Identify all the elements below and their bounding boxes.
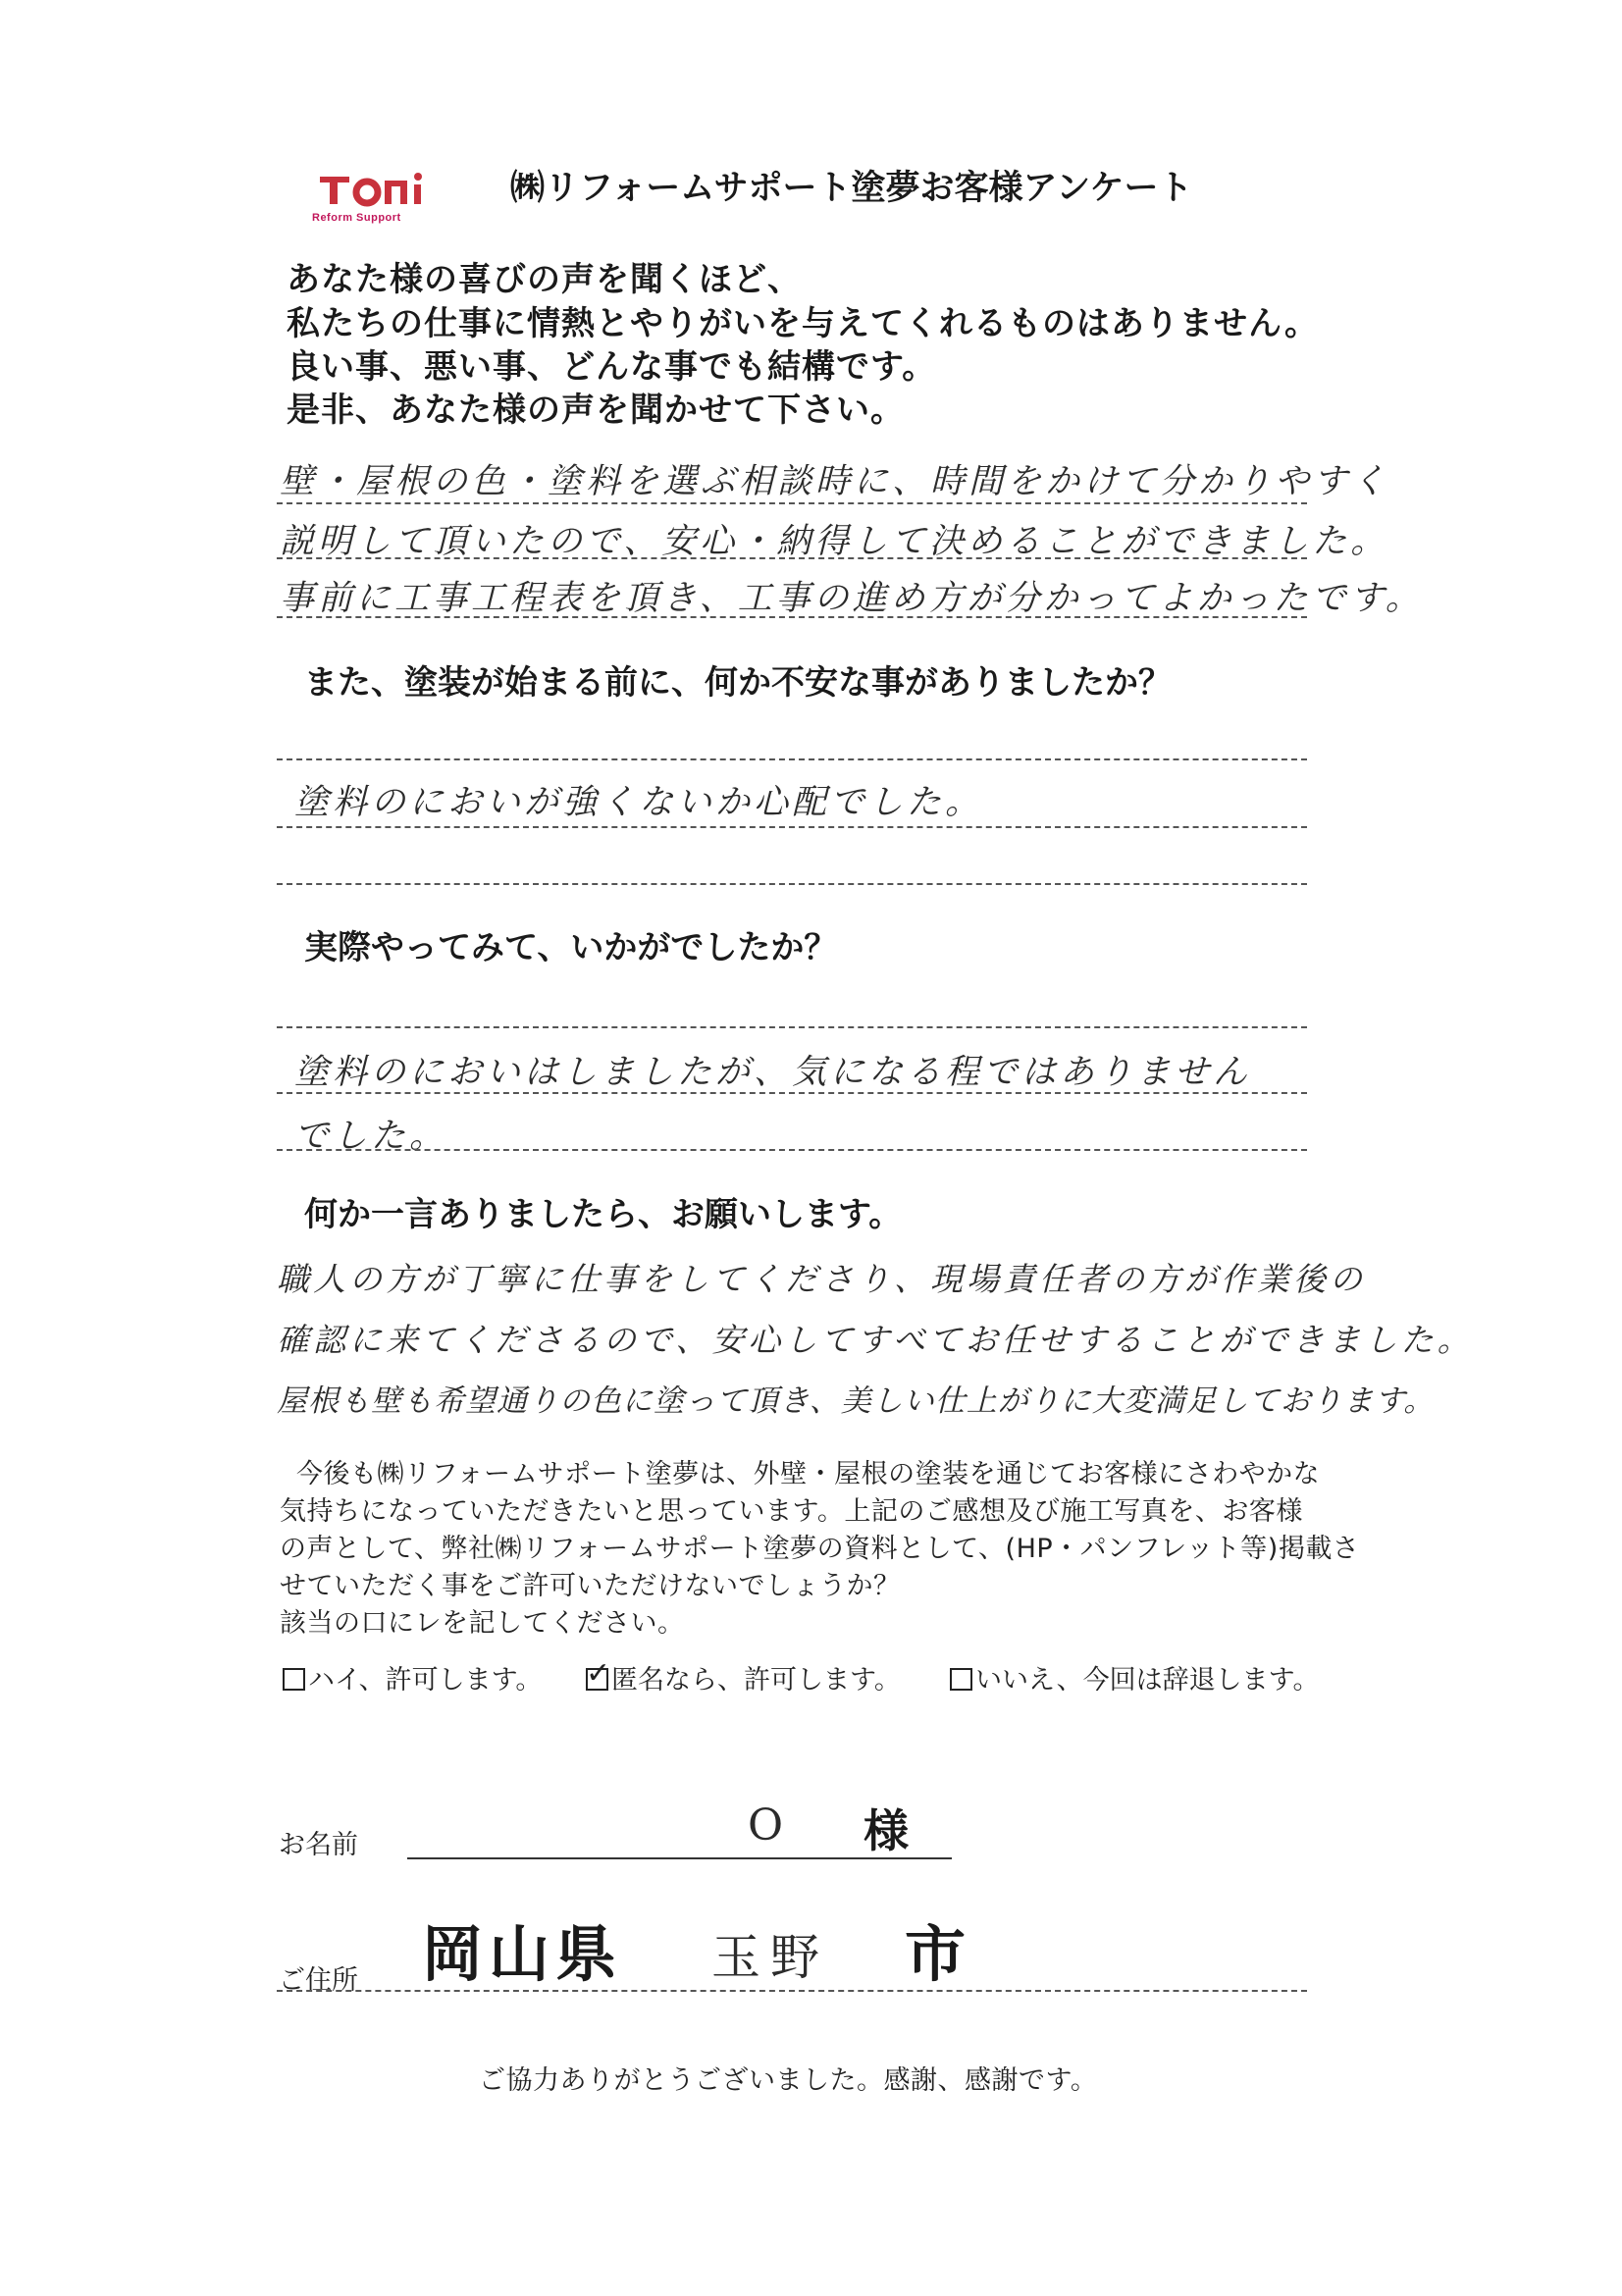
option-anonymous-checkbox[interactable]	[586, 1656, 611, 1691]
name-underline	[407, 1857, 952, 1859]
answer4-line-3: 屋根も壁も希望通りの色に塗って頂き、美しい仕上がりに大変満足しております。	[277, 1383, 1436, 1419]
intro-line-2: 私たちの仕事に情熱とやりがいを与えてくれるものはありません。	[287, 304, 1320, 343]
answer2-line-1: 塗料のにおいが強くないか心配でした。	[294, 783, 984, 822]
question-3: 実際やってみて、いかがでしたか？	[304, 928, 838, 967]
option-yes[interactable]	[283, 1658, 542, 1696]
name-suffix: 様	[863, 1804, 909, 1857]
intro-line-4: 是非、あなた様の声を聞かせて下さい。	[287, 391, 905, 430]
answer4-line-1: 職人の方が丁寧に仕事をしてくださり、現場責任者の方が作業後の	[277, 1260, 1366, 1298]
permission-line-2: 気持ちになっていただきたいと思っています。上記のご感想及び施工写真を、お客様	[280, 1496, 1303, 1527]
answer1-line-1: 壁・屋根の色・塗料を選ぶ相談時に、時間をかけて分かりやすく	[280, 462, 1390, 501]
logo-text: Reform Support	[312, 212, 401, 224]
survey-title: ㈱リフォームサポート塗夢お客様アンケート	[510, 169, 1193, 208]
answer-line	[277, 616, 1307, 618]
permission-line-5: 該当の口にレを記してください。	[280, 1608, 685, 1639]
answer3-line-1: 塗料のにおいはしましたが、気になる程ではありません	[294, 1053, 1252, 1092]
address-city-suffix: 市	[905, 1918, 972, 1990]
check-mark-icon: ✓	[586, 1656, 611, 1691]
answer4-line-2: 確認に来てくださるので、安心してすべてお任せすることができました。	[277, 1321, 1474, 1359]
answer-line	[277, 502, 1307, 504]
option-anonymous-label: 匿名なら、許可します。	[611, 1665, 901, 1696]
name-label: お名前	[279, 1830, 358, 1860]
option-yes-label: ハイ、許可します。	[308, 1665, 543, 1696]
address-city-value[interactable]: 玉野	[711, 1929, 829, 1986]
answer3-line-2: でした。	[294, 1117, 448, 1156]
question-4: 何か一言ありましたら、お願いします。	[304, 1195, 903, 1234]
answer-line	[277, 758, 1307, 760]
answer-line	[277, 1026, 1307, 1028]
answer-line	[277, 826, 1307, 828]
address-prefecture: 岡山県	[422, 1918, 623, 1990]
option-no[interactable]	[950, 1658, 1319, 1696]
answer-line	[277, 1149, 1307, 1151]
permission-line-1: 今後も㈱リフォームサポート塗夢は、外壁・屋根の塗装を通じてお客様にさわやかな	[296, 1459, 1321, 1489]
address-label: ご住所	[279, 1965, 358, 1996]
name-value[interactable]: O	[748, 1800, 788, 1851]
option-no-checkbox[interactable]	[950, 1668, 972, 1691]
question-2: また、塗装が始まる前に、何か不安な事がありましたか？	[304, 663, 1172, 703]
answer-line	[277, 1092, 1307, 1094]
intro-line-3: 良い事、悪い事、どんな事でも結構です。	[287, 347, 937, 387]
answer1-line-3: 事前に工事工程表を頂き、工事の進め方が分かってよかったです。	[280, 579, 1424, 618]
intro-line-1: あなた様の喜びの声を聞くほど、	[287, 260, 802, 299]
option-no-label: いいえ、今回は辞退します。	[975, 1665, 1320, 1696]
permission-line-4: せていただく事をご許可いただけないでしょうか？	[280, 1571, 901, 1601]
address-underline	[277, 1990, 1307, 1992]
option-yes-checkbox[interactable]	[283, 1668, 305, 1691]
thank-you-footer: ご協力ありがとうございました。感謝、感謝です。	[479, 2065, 1098, 2096]
permission-line-3: の声として、弊社㈱リフォームサポート塗夢の資料として、(HP・パンフレット等)掲載さ	[280, 1534, 1360, 1564]
tomu-logo-mark	[316, 169, 430, 208]
option-anonymous[interactable]	[586, 1658, 901, 1696]
answer-line	[277, 883, 1307, 885]
company-logo	[312, 169, 440, 237]
answer1-line-2: 説明して頂いたので、安心・納得して決めることができました。	[280, 522, 1389, 561]
answer-line	[277, 557, 1307, 559]
